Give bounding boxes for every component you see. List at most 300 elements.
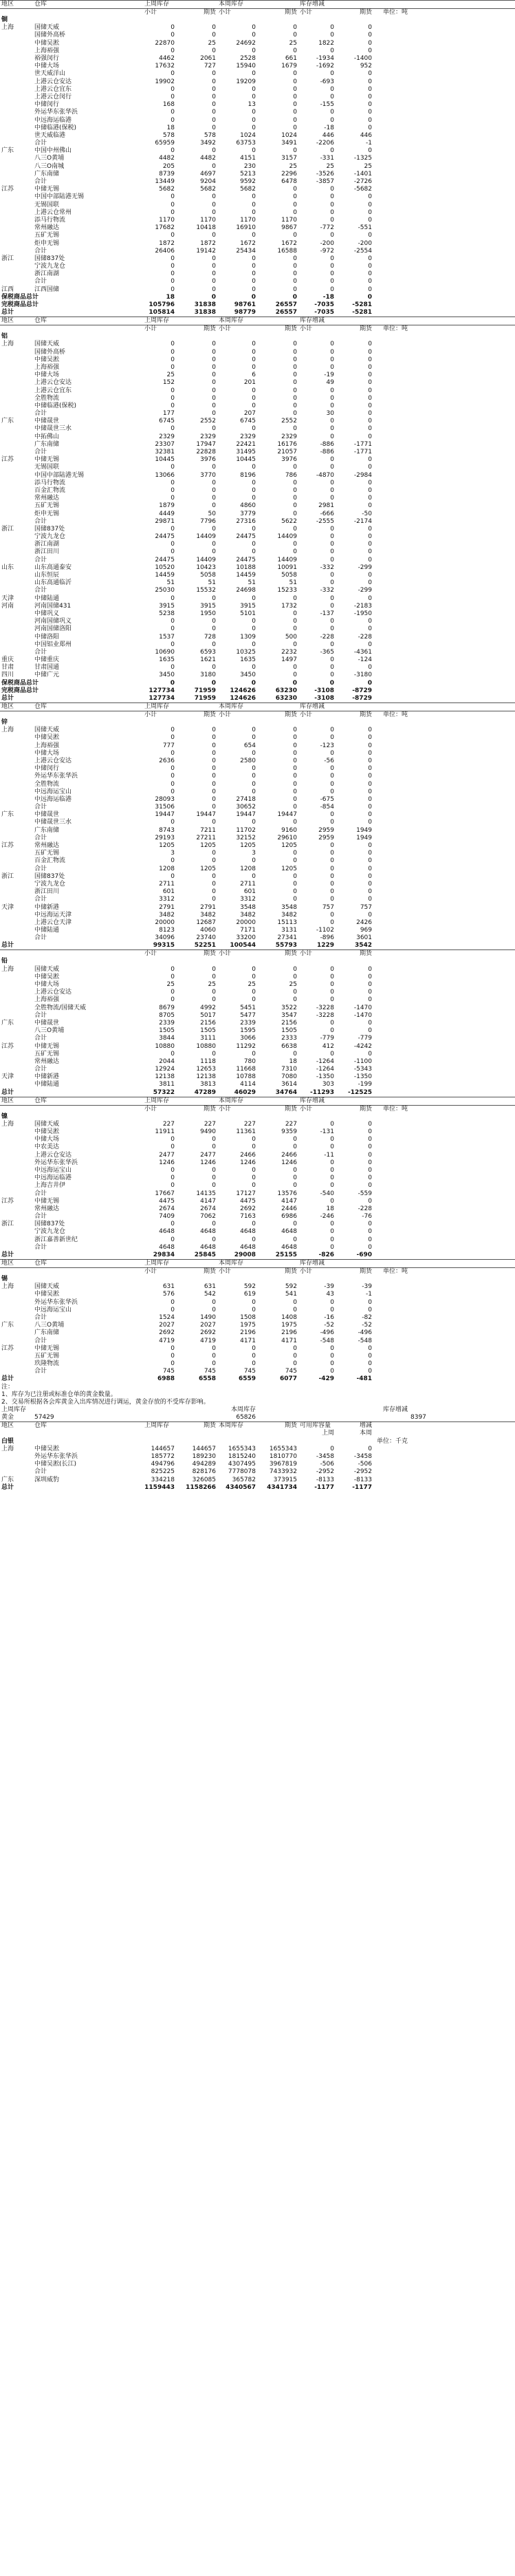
table-cell [409, 641, 515, 649]
table-cell: 外运华东张华浜 [34, 773, 78, 780]
table-cell: 0 [212, 255, 216, 262]
table-cell [373, 625, 409, 633]
table-cell [0, 356, 33, 364]
table-cell: 19447 [236, 811, 256, 819]
table-cell [409, 1058, 515, 1066]
table-cell: 0 [368, 1159, 372, 1166]
table-cell: 外运华东张华浜 [34, 1452, 78, 1460]
table-cell: 189230 [192, 1452, 216, 1460]
table-cell [373, 850, 409, 857]
table-cell [217, 333, 257, 341]
table-cell [409, 1329, 515, 1337]
table-cell [373, 1205, 409, 1213]
table-cell [0, 1167, 33, 1174]
table-cell: 0 [368, 39, 372, 47]
table-cell [373, 1228, 409, 1236]
table-row [0, 294, 515, 301]
table-cell: 中国中部陆港无锡 [34, 471, 85, 479]
table-cell [33, 958, 143, 965]
table-cell: 期货 [257, 9, 298, 17]
table-cell [0, 47, 33, 55]
table-cell: 65959 [155, 140, 175, 147]
table-cell [409, 1128, 515, 1136]
table-cell [373, 804, 409, 811]
table-cell: 57429 [34, 1414, 54, 1421]
table-cell: 98761 [234, 301, 256, 309]
table-row [0, 680, 515, 687]
table-cell [373, 1299, 409, 1307]
table-cell: 期货 [336, 1105, 373, 1113]
table-cell: 0 [293, 116, 297, 124]
table-cell: 中储洛阳 [34, 633, 60, 641]
table-cell: 0 [293, 379, 297, 387]
table-cell [373, 603, 409, 610]
table-cell: -8133 [316, 1476, 334, 1483]
table-cell: 山东高通临沂 [34, 579, 72, 587]
table-cell [143, 1406, 176, 1414]
table-cell [409, 395, 515, 402]
table-cell: 24692 [236, 39, 256, 47]
table-row [0, 981, 515, 989]
table-cell: 25 [166, 981, 175, 989]
table-cell: 0 [367, 679, 372, 687]
table-cell: 0 [368, 32, 372, 39]
table-cell: 0 [293, 1050, 297, 1058]
table-cell [409, 1476, 515, 1483]
table-row [0, 773, 515, 780]
table-cell [0, 850, 33, 857]
table-cell [373, 1159, 409, 1167]
table-cell: 25845 [194, 1251, 216, 1258]
table-cell: -1 [366, 1291, 372, 1298]
table-cell: 期货 [176, 1422, 217, 1430]
table-cell: 5682 [159, 186, 175, 193]
table-cell: 无锡国联 [34, 464, 60, 471]
table-cell: 完税商品总计 [1, 687, 39, 694]
table-row [0, 526, 515, 533]
table-cell: 仓库 [33, 1259, 143, 1267]
table-cell: 合计 [34, 1011, 47, 1019]
table-cell [409, 356, 515, 364]
table-cell [143, 17, 176, 24]
table-cell: 0 [368, 387, 372, 394]
table-cell: 0 [171, 1298, 175, 1306]
table-cell [409, 1213, 515, 1221]
table-row [0, 1453, 515, 1461]
table-cell: 0 [330, 1306, 334, 1313]
table-cell: 1672 [281, 239, 297, 247]
table-cell: 14409 [277, 556, 297, 564]
table-cell: 河南国储洛阳 [34, 625, 72, 633]
table-cell: 0 [212, 479, 216, 486]
table-cell [33, 309, 143, 317]
table-cell [0, 449, 33, 456]
table-row [0, 1236, 515, 1244]
table-cell: 2959 [318, 826, 334, 834]
table-cell: 0 [252, 525, 256, 533]
table-cell: 0 [171, 147, 175, 155]
table-cell [0, 1368, 33, 1375]
table-cell: 中储临港(保税) [34, 402, 77, 409]
table-cell [336, 17, 373, 24]
table-cell [33, 1267, 143, 1276]
table-cell: 4482 [200, 155, 216, 162]
table-cell: 1159443 [144, 1483, 175, 1491]
table-cell: 0 [212, 85, 216, 93]
table-cell [373, 742, 409, 750]
table-cell [217, 1430, 257, 1437]
table-cell: 0 [368, 372, 372, 379]
table-cell: 0 [252, 1050, 256, 1058]
table-cell: 0 [368, 418, 372, 425]
table-cell [409, 1468, 515, 1476]
table-cell [0, 86, 33, 94]
table-cell: 本周库存 [217, 1259, 257, 1267]
table-cell [0, 641, 33, 649]
table-cell: 0 [252, 765, 256, 773]
table-cell: 锡 [1, 1276, 8, 1283]
table-cell: 25 [208, 981, 216, 989]
table-cell: 3312 [159, 896, 175, 903]
table-row [0, 1073, 515, 1081]
table-row [0, 695, 515, 703]
table-row [0, 672, 515, 679]
table-cell: 小计 [143, 1105, 176, 1113]
table-cell: 0 [212, 341, 216, 348]
table-row [0, 1299, 515, 1307]
table-cell: 八三O黄埔 [34, 1027, 65, 1035]
table-cell: 江西 [1, 286, 14, 293]
table-cell: 期货 [257, 711, 298, 719]
table-cell: 0 [368, 1120, 372, 1128]
table-cell: 3 [171, 850, 175, 857]
table-cell: 3482 [240, 911, 256, 919]
table-cell: 0 [171, 996, 175, 1004]
table-cell [257, 1097, 298, 1105]
table-cell [373, 641, 409, 649]
table-cell [409, 881, 515, 888]
table-cell: 0 [330, 1144, 334, 1151]
table-cell: -429 [318, 1375, 334, 1383]
table-cell: 2232 [281, 648, 297, 656]
table-cell [257, 702, 298, 711]
table-cell: 0 [293, 672, 297, 679]
table-cell: 0 [293, 1144, 297, 1151]
table-cell [409, 425, 515, 433]
table-cell [373, 873, 409, 881]
table-cell: 0 [252, 425, 256, 433]
table-cell [409, 387, 515, 394]
table-cell [409, 433, 515, 441]
table-cell: 4151 [240, 155, 256, 162]
table-cell: 五矿无锡 [34, 850, 60, 857]
table-cell: 外运华东张华浜 [34, 109, 78, 116]
table-cell [257, 958, 298, 965]
table-cell: 9160 [281, 826, 297, 834]
table-cell: 4992 [200, 1004, 216, 1011]
table-cell: 0 [330, 1120, 334, 1128]
table-cell [409, 510, 515, 517]
table-row [0, 372, 515, 379]
table-cell: 0 [330, 363, 334, 371]
table-cell: 0 [293, 594, 297, 602]
table-cell [0, 1360, 33, 1368]
table-cell [409, 286, 515, 294]
table-cell [336, 1406, 373, 1414]
table-cell: 1246 [281, 1159, 297, 1166]
table-cell: 6077 [279, 1375, 297, 1383]
table-cell: 0 [171, 341, 175, 348]
table-row [0, 1422, 515, 1430]
table-cell: 0 [368, 625, 372, 633]
table-cell: 0 [212, 973, 216, 980]
table-cell [373, 656, 409, 664]
table-cell: 0 [293, 341, 297, 348]
table-cell: 小计 [298, 1105, 336, 1113]
table-cell: 本周库存 [217, 1, 257, 9]
table-cell: 0 [330, 533, 334, 541]
table-cell [298, 958, 336, 965]
table-cell: 0 [368, 842, 372, 850]
table-cell: 0 [330, 594, 334, 602]
table-cell: 合计 [34, 804, 47, 811]
table-cell: 0 [252, 402, 256, 409]
table-cell: 0 [212, 548, 216, 556]
table-cell: 0 [212, 24, 216, 32]
table-cell: 0 [252, 1306, 256, 1313]
table-cell: 浙江南湖 [34, 541, 60, 548]
table-cell: 0 [212, 193, 216, 201]
table-cell [373, 702, 409, 711]
table-cell [143, 719, 176, 727]
table-cell: 0 [171, 973, 175, 980]
table-cell: 小计 [143, 950, 176, 958]
table-row [0, 480, 515, 487]
table-cell: 0 [171, 788, 175, 795]
table-row [0, 1174, 515, 1182]
table-cell [176, 1391, 217, 1399]
table-cell [409, 835, 515, 842]
table-cell: 常州融达 [34, 1058, 60, 1065]
table-cell [373, 1213, 409, 1221]
table-cell: 0 [212, 379, 216, 387]
table-cell [409, 610, 515, 618]
table-cell: 0 [252, 749, 256, 757]
table-cell: 0 [368, 556, 372, 564]
table-cell: 0 [368, 1027, 372, 1035]
table-cell: 2446 [281, 1205, 297, 1212]
table-cell [409, 70, 515, 78]
table-cell [373, 1174, 409, 1182]
table-cell [0, 387, 33, 394]
table-cell: 0 [368, 1445, 372, 1452]
table-cell: 0 [171, 1182, 175, 1190]
table-cell: 4648 [240, 1243, 256, 1251]
table-cell: 0 [368, 464, 372, 471]
table-row [0, 942, 515, 950]
table-cell [409, 796, 515, 804]
table-cell: 0 [171, 1166, 175, 1174]
table-cell: 0 [212, 795, 216, 803]
table-cell: -123 [320, 742, 334, 749]
table-cell: 17632 [155, 63, 175, 70]
table-cell: -52 [362, 1322, 372, 1329]
table-cell: 1408 [281, 1313, 297, 1321]
table-cell: 0 [368, 965, 372, 973]
table-cell: 4860 [240, 502, 256, 510]
table-cell: 0 [330, 819, 334, 826]
table-cell [409, 1113, 515, 1121]
table-cell [176, 1097, 217, 1105]
table-cell: 0 [293, 989, 297, 996]
table-row [0, 719, 515, 727]
table-cell [257, 1391, 298, 1399]
table-row [0, 147, 515, 155]
table-cell: 0 [252, 348, 256, 356]
table-cell: 0 [171, 819, 175, 826]
table-cell: 0 [252, 1174, 256, 1182]
table-cell: 0 [368, 1019, 372, 1027]
table-cell: -5682 [353, 186, 372, 193]
table-cell [0, 765, 33, 773]
table-cell: -1325 [353, 155, 372, 162]
table-row [0, 780, 515, 788]
table-cell: 0 [330, 24, 334, 32]
table-cell [409, 896, 515, 903]
table-cell: 江苏 [1, 1197, 14, 1205]
table-cell: 合计 [34, 1035, 47, 1042]
table-cell: 0 [251, 293, 256, 301]
table-cell: 全胜物流 [34, 394, 60, 402]
table-cell: 期货 [176, 711, 217, 719]
table-cell [409, 548, 515, 556]
table-cell: 0 [293, 850, 297, 857]
table-cell: 0 [368, 896, 372, 903]
table-cell: 3492 [200, 140, 216, 147]
table-cell: 常州融达 [34, 1205, 60, 1212]
table-cell [373, 278, 409, 286]
table-cell: 浙江 [1, 255, 14, 262]
table-cell [373, 1198, 409, 1205]
table-cell: 0 [368, 495, 372, 502]
table-cell: -11 [324, 1151, 334, 1159]
table-row [0, 202, 515, 209]
table-row [0, 1159, 515, 1167]
table-cell [0, 163, 33, 171]
table-cell [257, 1276, 298, 1283]
table-cell [373, 633, 409, 641]
table-cell [409, 633, 515, 641]
table-cell: 29610 [277, 834, 297, 841]
table-cell: 11702 [236, 826, 256, 834]
table-cell: 0 [330, 773, 334, 780]
table-cell [217, 1391, 257, 1399]
table-cell [409, 518, 515, 526]
table-cell: 494796 [151, 1461, 175, 1468]
table-cell [373, 1468, 409, 1476]
table-cell: 5682 [200, 186, 216, 193]
table-cell [336, 1414, 373, 1422]
table-row [0, 1252, 515, 1260]
table-cell: 0 [368, 124, 372, 131]
table-cell [409, 672, 515, 679]
table-cell: 0 [330, 495, 334, 502]
table-cell: -56 [324, 757, 334, 764]
table-cell: 13576 [277, 1190, 297, 1197]
table-cell [0, 116, 33, 124]
table-cell: -690 [356, 1251, 372, 1258]
table-cell: 0 [293, 857, 297, 865]
table-cell: 0 [252, 116, 256, 124]
table-cell: 0 [252, 32, 256, 39]
table-cell: 0 [330, 216, 334, 224]
table-cell: 1949 [356, 826, 372, 834]
table-cell [409, 309, 515, 317]
table-cell [409, 1073, 515, 1081]
table-cell: 江苏 [1, 456, 14, 464]
table-cell [0, 1461, 33, 1468]
table-cell [0, 1468, 33, 1476]
table-cell: 0 [330, 973, 334, 980]
table-cell: 8397 [410, 1414, 426, 1421]
table-cell [409, 649, 515, 656]
table-cell: 2552 [200, 418, 216, 425]
table-cell [336, 702, 373, 711]
table-row [0, 1136, 515, 1144]
table-cell: 0 [252, 394, 256, 402]
table-cell: -772 [320, 224, 334, 232]
table-cell: 小计 [217, 325, 257, 334]
table-cell: 合计 [34, 834, 47, 841]
table-cell: 0 [252, 495, 256, 502]
table-cell: 中国中州佛山 [34, 147, 72, 155]
table-cell: 3915 [159, 602, 175, 610]
table-cell: 0 [252, 270, 256, 278]
table-cell [373, 495, 409, 502]
table-cell [0, 857, 33, 865]
table-cell: 168 [162, 101, 175, 109]
table-cell [373, 502, 409, 510]
table-cell: 0 [330, 85, 334, 93]
table-cell: 0 [330, 911, 334, 919]
table-cell [0, 633, 33, 641]
table-cell [0, 402, 33, 410]
table-cell: -299 [358, 564, 372, 571]
table-cell: 国储天威 [34, 24, 60, 32]
table-cell: 3548 [281, 903, 297, 911]
table-cell [373, 32, 409, 39]
table-row [0, 1089, 515, 1097]
table-cell: 0 [368, 1151, 372, 1159]
table-cell: 0 [293, 208, 297, 216]
table-cell: 18 [166, 124, 175, 131]
table-cell: 0 [212, 880, 216, 888]
table-cell [373, 579, 409, 587]
table-row [0, 1322, 515, 1329]
table-row [0, 1291, 515, 1298]
table-cell: 上港云仓安达 [34, 757, 72, 764]
table-cell: 1595 [240, 1027, 256, 1035]
table-cell: -779 [358, 1035, 372, 1042]
table-cell: 0 [212, 872, 216, 880]
table-cell [0, 974, 33, 981]
table-cell: 本周 [359, 1430, 372, 1437]
table-cell [373, 317, 409, 325]
table-cell [0, 827, 33, 835]
table-row [0, 934, 515, 942]
table-cell [409, 950, 515, 958]
table-cell [409, 1221, 515, 1228]
